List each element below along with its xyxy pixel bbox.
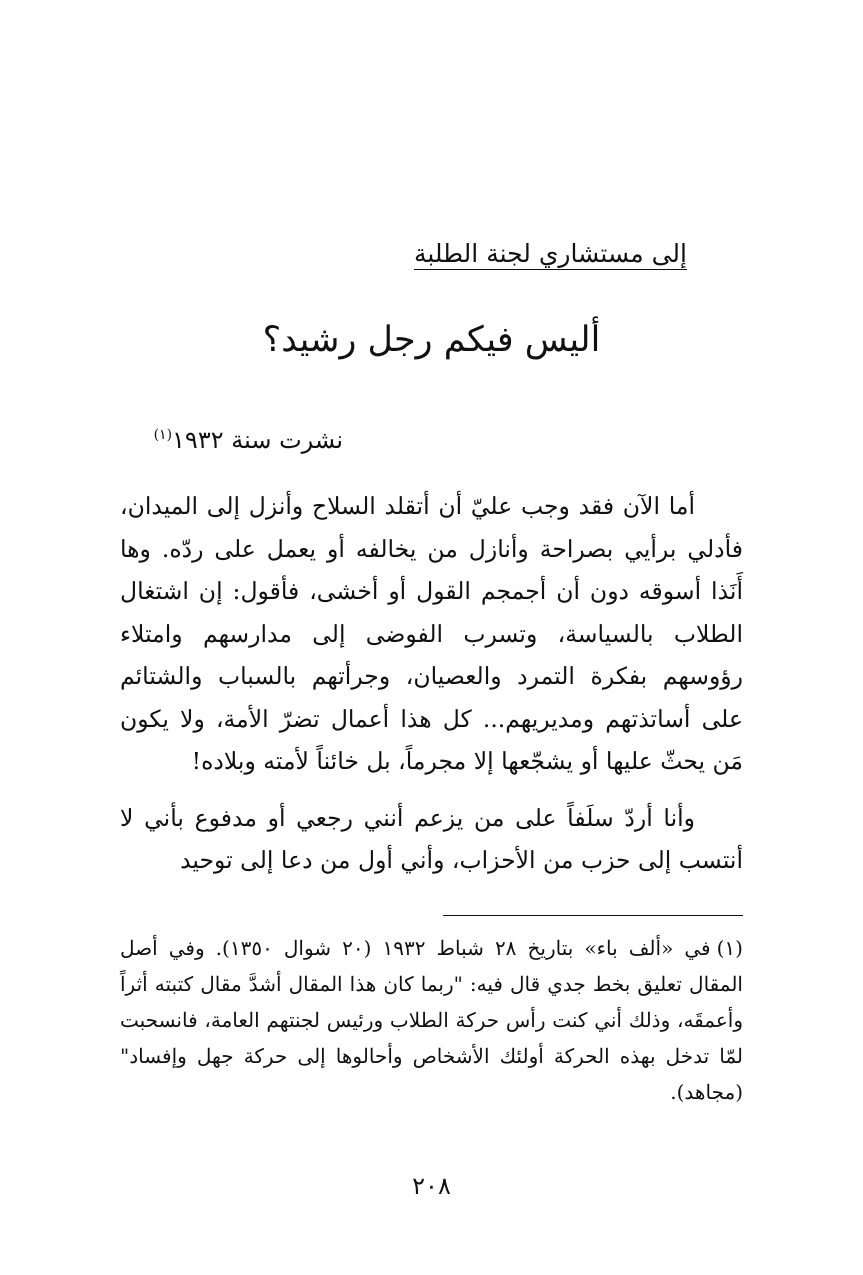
paragraph: وأنا أردّ سلَفاً على من يزعم أنني رجعي أو مدفوع بأني لا أنتسب إلى حزب من الأحزاب، وأني أول من دعا إلى توحيد <box>120 803 743 874</box>
section-supertitle: إلى مستشاري لجنة الطلبة <box>413 239 687 268</box>
footnote-divider <box>443 915 743 916</box>
footnote <box>120 930 743 1110</box>
page-number: ٢٠٨ <box>412 1172 451 1200</box>
publication-note <box>148 418 343 457</box>
article-body <box>120 485 743 882</box>
footnote-marker: (١) <box>716 936 743 960</box>
footnote-text: في «ألف باء» بتاريخ ٢٨ شباط ١٩٣٢ (٢٠ شوال ١٣٥٠). وفي أصل المقال تعليق بخط جدي قال فيه: "ربما كان هذا المقال أشدَّ مقال كتبته أثراً وأعمقَه، وذلك أني كنت رأس حركة الطلاب ورئيس لجنتهم العامة، فانسحبت لمّا تدخل بهذه الحركة أولئك الأشخاص وأحالوها إلى حركة جهل وإفساد" (مجاهد). <box>120 936 743 1104</box>
footnote-reference[interactable]: (١) <box>153 427 173 443</box>
article-title: أليس فيكم رجل رشيد؟ <box>262 320 601 360</box>
publication-date-text: نشرت سنة ١٩٣٢ <box>172 426 343 454</box>
paragraph: أما الآن فقد وجب عليّ أن أتقلد السلاح وأنزل إلى الميدان، فأدلي برأيي بصراحة وأنازل من يخالفه أو يعمل على ردّه. وها أَنَذا أسوقه دون أن أجمجم القول أو أخشى، فأقول: إن اشتغال الطلاب بالسياسة، وتسرب الفوضى إلى مدارسهم وامتلاء رؤوسهم بفكرة التمرد والعصيان، وجرأتهم بالسباب والشتائم على أساتذتهم ومديريهم... كل هذا أعمال تضرّ الأمة، ولا يكون مَن يحثّ عليها أو يشجّعها إلا مجرماً، بل خائناً لأمته وبلاده! <box>120 492 743 775</box>
